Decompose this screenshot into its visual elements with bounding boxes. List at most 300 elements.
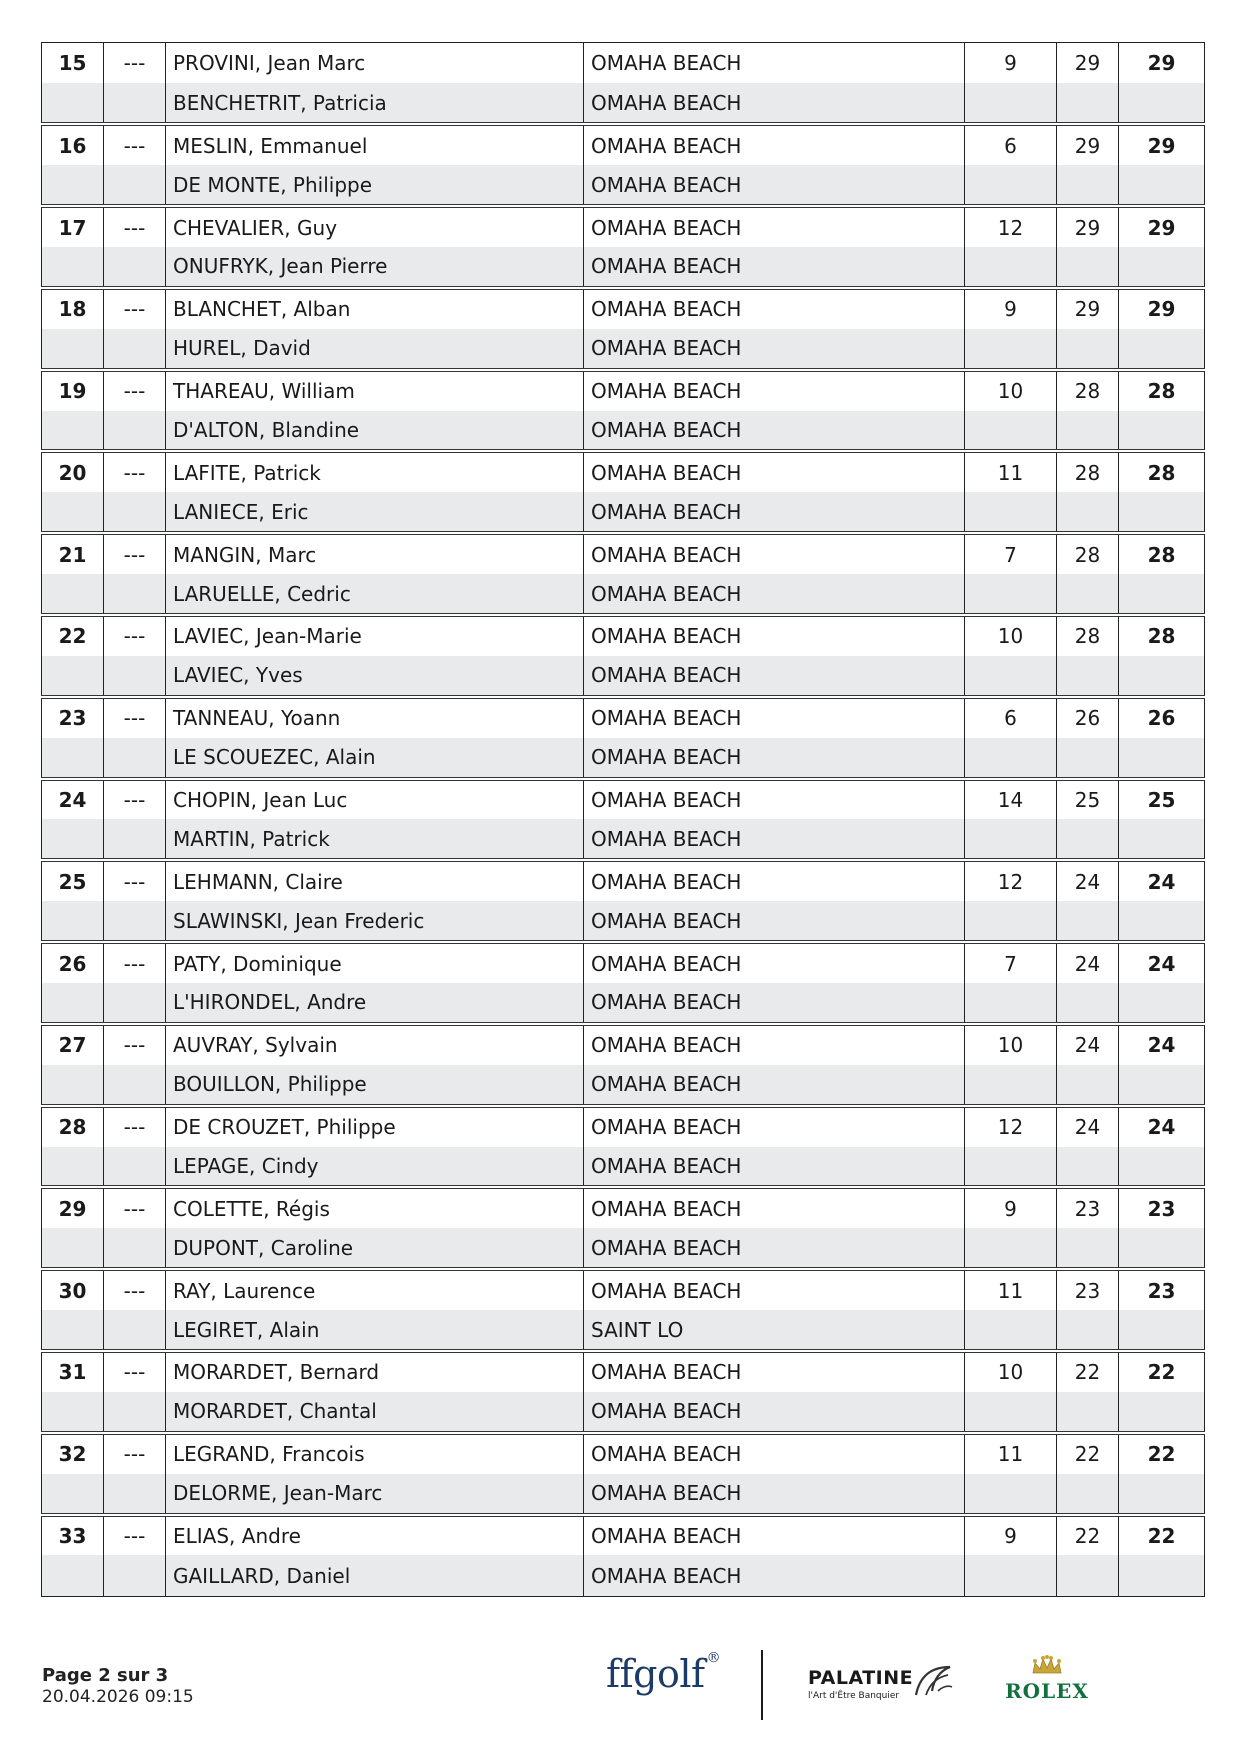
empty-cell xyxy=(965,901,1057,942)
empty-cell xyxy=(1057,83,1119,124)
team-row xyxy=(42,43,1205,84)
empty-cell xyxy=(104,738,166,779)
team-row xyxy=(42,1515,1205,1556)
player-name-cell: MESLIN, Emmanuel xyxy=(166,124,584,165)
club-cell: OMAHA BEACH xyxy=(584,451,965,492)
empty-cell xyxy=(1119,656,1205,697)
team-row xyxy=(42,1106,1205,1147)
partner-club-cell: OMAHA BEACH xyxy=(584,165,965,206)
empty-cell xyxy=(1119,83,1205,124)
empty-cell xyxy=(104,83,166,124)
rolex-logo xyxy=(1002,1655,1092,1703)
empty-cell xyxy=(1057,983,1119,1024)
total-cell: 29 xyxy=(1119,206,1205,247)
partner-name-cell: D'ALTON, Blandine xyxy=(166,411,584,452)
rank-cell: 16 xyxy=(42,124,104,165)
status-cell: --- xyxy=(104,1106,166,1147)
index-cell: 14 xyxy=(965,779,1057,820)
partner-name-cell: GAILLARD, Daniel xyxy=(166,1555,584,1596)
partner-name-cell: DELORME, Jean-Marc xyxy=(166,1474,584,1515)
team-partner-row xyxy=(42,901,1205,942)
empty-cell xyxy=(104,1065,166,1106)
partner-club-cell: OMAHA BEACH xyxy=(584,83,965,124)
print-datetime: 20.04.2026 09:15 xyxy=(42,1687,194,1707)
empty-cell xyxy=(1119,1310,1205,1351)
empty-cell xyxy=(104,1392,166,1433)
status-cell: --- xyxy=(104,451,166,492)
index-cell: 7 xyxy=(965,942,1057,983)
rank-cell: 18 xyxy=(42,288,104,329)
index-cell: 12 xyxy=(965,1106,1057,1147)
empty-cell xyxy=(965,165,1057,206)
status-cell: --- xyxy=(104,1433,166,1474)
player-name-cell: LAFITE, Patrick xyxy=(166,451,584,492)
status-cell: --- xyxy=(104,615,166,656)
status-cell: --- xyxy=(104,1024,166,1065)
team-row xyxy=(42,288,1205,329)
empty-cell xyxy=(42,1474,104,1515)
empty-cell xyxy=(1057,1147,1119,1188)
partner-club-cell: OMAHA BEACH xyxy=(584,1474,965,1515)
club-cell: OMAHA BEACH xyxy=(584,860,965,901)
team-row xyxy=(42,697,1205,738)
rank-cell: 26 xyxy=(42,942,104,983)
empty-cell xyxy=(1119,411,1205,452)
team-partner-row xyxy=(42,819,1205,860)
club-cell: OMAHA BEACH xyxy=(584,1351,965,1392)
results-body xyxy=(42,43,1205,1597)
player-name-cell: LAVIEC, Jean-Marie xyxy=(166,615,584,656)
empty-cell xyxy=(42,247,104,288)
empty-cell xyxy=(1057,574,1119,615)
empty-cell xyxy=(42,1555,104,1596)
team-partner-row xyxy=(42,1392,1205,1433)
partner-club-cell: OMAHA BEACH xyxy=(584,492,965,533)
empty-cell xyxy=(1057,1555,1119,1596)
empty-cell xyxy=(42,983,104,1024)
partner-name-cell: MARTIN, Patrick xyxy=(166,819,584,860)
partner-club-cell: OMAHA BEACH xyxy=(584,1555,965,1596)
total-cell: 28 xyxy=(1119,533,1205,574)
empty-cell xyxy=(1119,901,1205,942)
rank-cell: 28 xyxy=(42,1106,104,1147)
palatine-logo xyxy=(808,1667,913,1701)
empty-cell xyxy=(104,1555,166,1596)
player-name-cell: RAY, Laurence xyxy=(166,1269,584,1310)
status-cell: --- xyxy=(104,533,166,574)
status-cell: --- xyxy=(104,206,166,247)
partner-club-cell: OMAHA BEACH xyxy=(584,247,965,288)
rank-cell: 29 xyxy=(42,1187,104,1228)
empty-cell xyxy=(42,819,104,860)
partner-club-cell: OMAHA BEACH xyxy=(584,901,965,942)
status-cell: --- xyxy=(104,697,166,738)
partner-name-cell: BOUILLON, Philippe xyxy=(166,1065,584,1106)
index-cell: 10 xyxy=(965,615,1057,656)
score-cell: 26 xyxy=(1057,697,1119,738)
club-cell: OMAHA BEACH xyxy=(584,1433,965,1474)
total-cell: 28 xyxy=(1119,615,1205,656)
empty-cell xyxy=(1057,165,1119,206)
empty-cell xyxy=(1119,329,1205,370)
team-partner-row xyxy=(42,983,1205,1024)
page-number: Page 2 sur 3 xyxy=(42,1665,169,1686)
team-partner-row xyxy=(42,1474,1205,1515)
total-cell: 23 xyxy=(1119,1187,1205,1228)
empty-cell xyxy=(104,329,166,370)
rolex-wordmark: ROLEX xyxy=(1005,1679,1089,1703)
partner-name-cell: HUREL, David xyxy=(166,329,584,370)
score-cell: 29 xyxy=(1057,288,1119,329)
score-cell: 28 xyxy=(1057,451,1119,492)
empty-cell xyxy=(104,1310,166,1351)
empty-cell xyxy=(1119,1392,1205,1433)
empty-cell xyxy=(104,819,166,860)
index-cell: 6 xyxy=(965,697,1057,738)
rank-cell: 21 xyxy=(42,533,104,574)
index-cell: 7 xyxy=(965,533,1057,574)
score-cell: 25 xyxy=(1057,779,1119,820)
empty-cell xyxy=(1057,1228,1119,1269)
crown-icon xyxy=(1030,1655,1064,1677)
team-row xyxy=(42,206,1205,247)
empty-cell xyxy=(1119,738,1205,779)
index-cell: 11 xyxy=(965,1433,1057,1474)
total-cell: 24 xyxy=(1119,860,1205,901)
team-row xyxy=(42,1024,1205,1065)
club-cell: OMAHA BEACH xyxy=(584,206,965,247)
total-cell: 24 xyxy=(1119,1106,1205,1147)
empty-cell xyxy=(1119,247,1205,288)
empty-cell xyxy=(104,1474,166,1515)
team-row xyxy=(42,779,1205,820)
empty-cell xyxy=(1057,901,1119,942)
partner-club-cell: OMAHA BEACH xyxy=(584,574,965,615)
empty-cell xyxy=(965,738,1057,779)
rank-cell: 25 xyxy=(42,860,104,901)
team-partner-row xyxy=(42,411,1205,452)
club-cell: OMAHA BEACH xyxy=(584,533,965,574)
partner-club-cell: OMAHA BEACH xyxy=(584,983,965,1024)
score-cell: 29 xyxy=(1057,43,1119,84)
team-partner-row xyxy=(42,1310,1205,1351)
index-cell: 9 xyxy=(965,1515,1057,1556)
player-name-cell: DE CROUZET, Philippe xyxy=(166,1106,584,1147)
index-cell: 12 xyxy=(965,206,1057,247)
team-partner-row xyxy=(42,247,1205,288)
team-row xyxy=(42,124,1205,165)
score-cell: 24 xyxy=(1057,942,1119,983)
page-footer xyxy=(42,1665,194,1707)
empty-cell xyxy=(1119,1228,1205,1269)
partner-club-cell: OMAHA BEACH xyxy=(584,411,965,452)
club-cell: OMAHA BEACH xyxy=(584,43,965,84)
partner-name-cell: L'HIRONDEL, Andre xyxy=(166,983,584,1024)
partner-club-cell: OMAHA BEACH xyxy=(584,1228,965,1269)
team-row xyxy=(42,615,1205,656)
empty-cell xyxy=(42,656,104,697)
partner-club-cell: OMAHA BEACH xyxy=(584,656,965,697)
player-name-cell: BLANCHET, Alban xyxy=(166,288,584,329)
empty-cell xyxy=(1119,1555,1205,1596)
registered-mark: ® xyxy=(706,1650,721,1666)
empty-cell xyxy=(104,574,166,615)
index-cell: 11 xyxy=(965,451,1057,492)
empty-cell xyxy=(965,1392,1057,1433)
player-name-cell: LEGRAND, Francois xyxy=(166,1433,584,1474)
empty-cell xyxy=(42,901,104,942)
club-cell: OMAHA BEACH xyxy=(584,615,965,656)
club-cell: OMAHA BEACH xyxy=(584,697,965,738)
empty-cell xyxy=(1119,492,1205,533)
total-cell: 22 xyxy=(1119,1515,1205,1556)
player-name-cell: AUVRAY, Sylvain xyxy=(166,1024,584,1065)
empty-cell xyxy=(104,247,166,288)
team-partner-row xyxy=(42,492,1205,533)
club-cell: OMAHA BEACH xyxy=(584,288,965,329)
team-row xyxy=(42,860,1205,901)
team-partner-row xyxy=(42,329,1205,370)
status-cell: --- xyxy=(104,124,166,165)
partner-name-cell: LANIECE, Eric xyxy=(166,492,584,533)
partner-club-cell: OMAHA BEACH xyxy=(584,738,965,779)
player-name-cell: ELIAS, Andre xyxy=(166,1515,584,1556)
empty-cell xyxy=(1119,1147,1205,1188)
total-cell: 28 xyxy=(1119,451,1205,492)
empty-cell xyxy=(1057,492,1119,533)
partner-name-cell: BENCHETRIT, Patricia xyxy=(166,83,584,124)
empty-cell xyxy=(1119,819,1205,860)
partner-name-cell: DE MONTE, Philippe xyxy=(166,165,584,206)
empty-cell xyxy=(42,574,104,615)
palatine-horse-icon xyxy=(910,1661,956,1701)
empty-cell xyxy=(104,165,166,206)
empty-cell xyxy=(965,247,1057,288)
empty-cell xyxy=(965,1147,1057,1188)
empty-cell xyxy=(1057,656,1119,697)
club-cell: OMAHA BEACH xyxy=(584,1024,965,1065)
ffgolf-logo xyxy=(606,1652,720,1696)
team-row xyxy=(42,1351,1205,1392)
total-cell: 26 xyxy=(1119,697,1205,738)
player-name-cell: MORARDET, Bernard xyxy=(166,1351,584,1392)
total-cell: 22 xyxy=(1119,1351,1205,1392)
score-cell: 23 xyxy=(1057,1187,1119,1228)
status-cell: --- xyxy=(104,942,166,983)
empty-cell xyxy=(42,165,104,206)
team-partner-row xyxy=(42,1228,1205,1269)
index-cell: 12 xyxy=(965,860,1057,901)
total-cell: 29 xyxy=(1119,43,1205,84)
partner-name-cell: LARUELLE, Cedric xyxy=(166,574,584,615)
team-partner-row xyxy=(42,656,1205,697)
empty-cell xyxy=(1057,738,1119,779)
partner-club-cell: SAINT LO xyxy=(584,1310,965,1351)
partner-name-cell: SLAWINSKI, Jean Frederic xyxy=(166,901,584,942)
partner-club-cell: OMAHA BEACH xyxy=(584,1065,965,1106)
empty-cell xyxy=(965,492,1057,533)
partner-club-cell: OMAHA BEACH xyxy=(584,1147,965,1188)
team-partner-row xyxy=(42,1147,1205,1188)
player-name-cell: PATY, Dominique xyxy=(166,942,584,983)
partner-club-cell: OMAHA BEACH xyxy=(584,819,965,860)
team-row xyxy=(42,533,1205,574)
total-cell: 25 xyxy=(1119,779,1205,820)
partner-name-cell: LE SCOUEZEC, Alain xyxy=(166,738,584,779)
empty-cell xyxy=(965,411,1057,452)
club-cell: OMAHA BEACH xyxy=(584,1515,965,1556)
team-partner-row xyxy=(42,165,1205,206)
empty-cell xyxy=(42,1147,104,1188)
empty-cell xyxy=(965,1228,1057,1269)
partner-club-cell: OMAHA BEACH xyxy=(584,1392,965,1433)
empty-cell xyxy=(1119,1474,1205,1515)
empty-cell xyxy=(42,83,104,124)
rank-cell: 33 xyxy=(42,1515,104,1556)
status-cell: --- xyxy=(104,288,166,329)
empty-cell xyxy=(42,1310,104,1351)
score-cell: 22 xyxy=(1057,1351,1119,1392)
rank-cell: 27 xyxy=(42,1024,104,1065)
score-cell: 22 xyxy=(1057,1515,1119,1556)
team-partner-row xyxy=(42,738,1205,779)
empty-cell xyxy=(1057,329,1119,370)
empty-cell xyxy=(104,1228,166,1269)
empty-cell xyxy=(1057,1310,1119,1351)
score-cell: 22 xyxy=(1057,1433,1119,1474)
total-cell: 24 xyxy=(1119,942,1205,983)
team-row xyxy=(42,1187,1205,1228)
results-table xyxy=(41,42,1205,1597)
total-cell: 29 xyxy=(1119,288,1205,329)
player-name-cell: CHEVALIER, Guy xyxy=(166,206,584,247)
palatine-wordmark: PALATINE xyxy=(808,1667,914,1689)
club-cell: OMAHA BEACH xyxy=(584,370,965,411)
empty-cell xyxy=(965,983,1057,1024)
rank-cell: 17 xyxy=(42,206,104,247)
rank-cell: 24 xyxy=(42,779,104,820)
empty-cell xyxy=(104,1147,166,1188)
empty-cell xyxy=(1057,1065,1119,1106)
score-cell: 24 xyxy=(1057,860,1119,901)
player-name-cell: CHOPIN, Jean Luc xyxy=(166,779,584,820)
rank-cell: 32 xyxy=(42,1433,104,1474)
rank-cell: 22 xyxy=(42,615,104,656)
status-cell: --- xyxy=(104,370,166,411)
score-cell: 24 xyxy=(1057,1024,1119,1065)
empty-cell xyxy=(1057,1392,1119,1433)
status-cell: --- xyxy=(104,1515,166,1556)
empty-cell xyxy=(42,492,104,533)
score-cell: 29 xyxy=(1057,206,1119,247)
team-partner-row xyxy=(42,574,1205,615)
partner-name-cell: ONUFRYK, Jean Pierre xyxy=(166,247,584,288)
rank-cell: 15 xyxy=(58,51,87,76)
empty-cell xyxy=(965,1555,1057,1596)
empty-cell xyxy=(42,1228,104,1269)
total-cell: 24 xyxy=(1119,1024,1205,1065)
club-cell: OMAHA BEACH xyxy=(584,779,965,820)
partner-name-cell: LEPAGE, Cindy xyxy=(166,1147,584,1188)
team-row xyxy=(42,1269,1205,1310)
index-cell: 10 xyxy=(965,370,1057,411)
empty-cell xyxy=(42,738,104,779)
total-cell: 28 xyxy=(1119,370,1205,411)
empty-cell xyxy=(104,492,166,533)
club-cell: OMAHA BEACH xyxy=(584,1269,965,1310)
total-cell: 23 xyxy=(1119,1269,1205,1310)
team-partner-row xyxy=(42,1065,1205,1106)
empty-cell xyxy=(965,1474,1057,1515)
total-cell: 29 xyxy=(1119,124,1205,165)
empty-cell xyxy=(965,83,1057,124)
total-cell: 22 xyxy=(1119,1433,1205,1474)
index-cell: 10 xyxy=(965,1024,1057,1065)
index-cell: 10 xyxy=(965,1351,1057,1392)
partner-name-cell: LEGIRET, Alain xyxy=(166,1310,584,1351)
empty-cell xyxy=(42,329,104,370)
team-row xyxy=(42,942,1205,983)
empty-cell xyxy=(965,329,1057,370)
empty-cell xyxy=(104,901,166,942)
rank-cell: 20 xyxy=(42,451,104,492)
status-cell: --- xyxy=(104,1187,166,1228)
empty-cell xyxy=(965,574,1057,615)
club-cell: OMAHA BEACH xyxy=(584,1187,965,1228)
rank-cell: 31 xyxy=(42,1351,104,1392)
empty-cell xyxy=(42,411,104,452)
empty-cell xyxy=(104,656,166,697)
player-name-cell: LEHMANN, Claire xyxy=(166,860,584,901)
partner-club-cell: OMAHA BEACH xyxy=(584,329,965,370)
empty-cell xyxy=(104,411,166,452)
logo-divider xyxy=(761,1650,763,1720)
status-cell: --- xyxy=(104,43,166,84)
player-name-cell: COLETTE, Régis xyxy=(166,1187,584,1228)
status-cell: --- xyxy=(104,1351,166,1392)
player-name-cell: TANNEAU, Yoann xyxy=(166,697,584,738)
ffgolf-wordmark: ffgolf xyxy=(606,1652,705,1696)
team-row xyxy=(42,1433,1205,1474)
partner-name-cell: LAVIEC, Yves xyxy=(166,656,584,697)
player-name-cell: MANGIN, Marc xyxy=(166,533,584,574)
player-name-cell: PROVINI, Jean Marc xyxy=(166,43,584,84)
empty-cell xyxy=(965,1065,1057,1106)
empty-cell xyxy=(104,983,166,1024)
score-cell: 28 xyxy=(1057,615,1119,656)
empty-cell xyxy=(42,1392,104,1433)
partner-name-cell: MORARDET, Chantal xyxy=(166,1392,584,1433)
empty-cell xyxy=(42,1065,104,1106)
empty-cell xyxy=(965,819,1057,860)
index-cell: 9 xyxy=(965,288,1057,329)
empty-cell xyxy=(1057,247,1119,288)
status-cell: --- xyxy=(104,860,166,901)
empty-cell xyxy=(965,656,1057,697)
index-cell: 6 xyxy=(965,124,1057,165)
index-cell: 11 xyxy=(965,1269,1057,1310)
empty-cell xyxy=(1119,165,1205,206)
status-cell: --- xyxy=(104,1269,166,1310)
score-cell: 23 xyxy=(1057,1269,1119,1310)
club-cell: OMAHA BEACH xyxy=(584,1106,965,1147)
score-cell: 29 xyxy=(1057,124,1119,165)
rank-cell: 19 xyxy=(42,370,104,411)
palatine-tagline: l'Art d'Être Banquier xyxy=(808,1691,900,1701)
score-cell: 28 xyxy=(1057,370,1119,411)
player-name-cell: THAREAU, William xyxy=(166,370,584,411)
score-cell: 24 xyxy=(1057,1106,1119,1147)
